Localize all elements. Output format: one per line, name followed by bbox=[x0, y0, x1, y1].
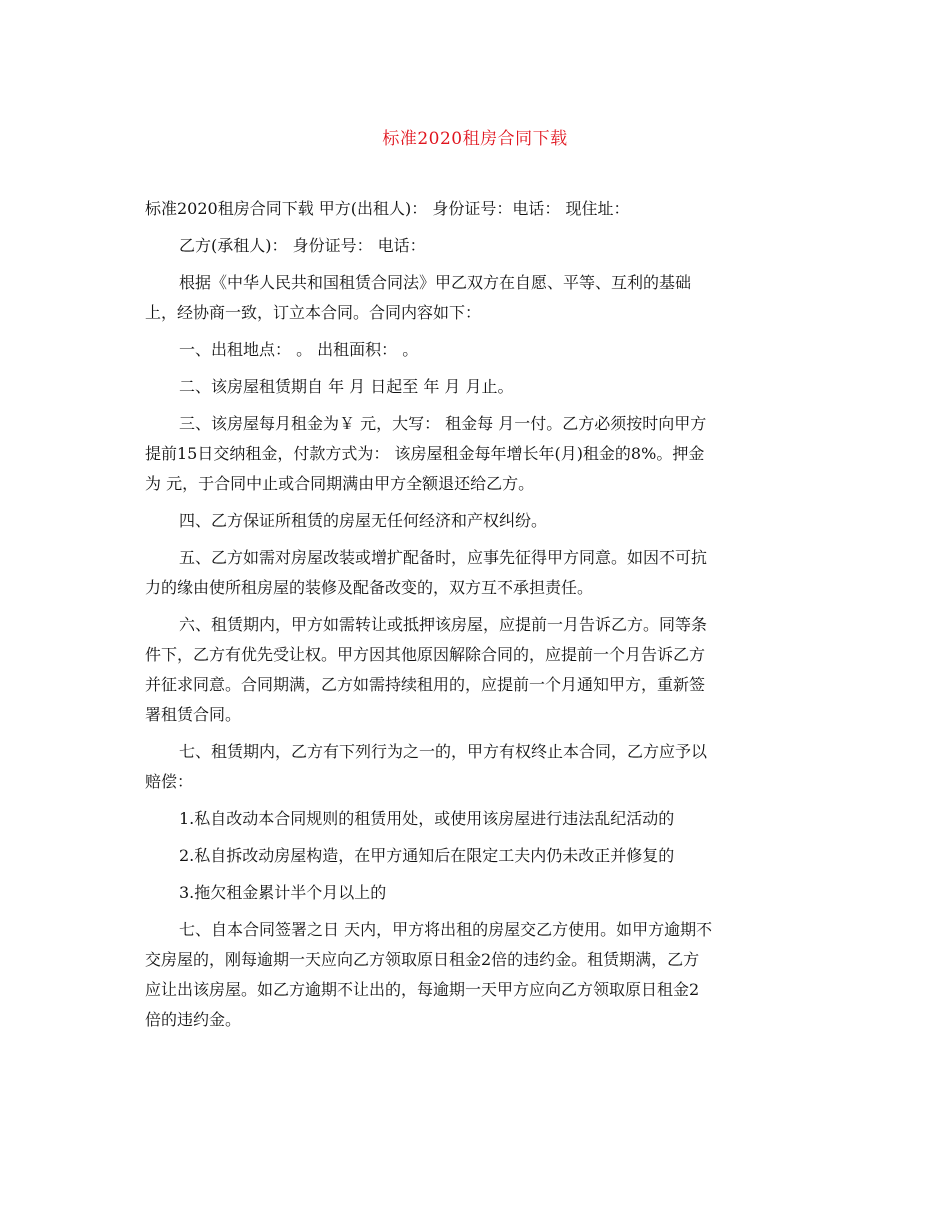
paragraph-line: 赔偿： bbox=[145, 772, 194, 791]
paragraph-line: 五、乙方如需对房屋改装或增扩配备时，应事先征得甲方同意。如因不可抗 bbox=[179, 548, 708, 567]
paragraph bbox=[145, 804, 805, 834]
paragraph-line: 倍的违约金。 bbox=[145, 1010, 242, 1029]
paragraph bbox=[145, 543, 805, 603]
paragraph bbox=[145, 409, 805, 499]
paragraph-line: 交房屋的，刚每逾期一天应向乙方领取原日租金2倍的违约金。租赁期满，乙方 bbox=[145, 950, 700, 969]
paragraph-line: 根据《中华人民共和国租赁合同法》甲乙双方在自愿、平等、互利的基础 bbox=[179, 273, 692, 292]
paragraph-line: 力的缘由使所租房屋的装修及配备改变的，双方互不承担责任。 bbox=[145, 578, 594, 597]
paragraph-line: 六、租赁期内，甲方如需转让或抵押该房屋，应提前一月告诉乙方。同等条 bbox=[179, 615, 708, 634]
document-body bbox=[145, 194, 805, 1042]
paragraph bbox=[145, 335, 805, 365]
paragraph bbox=[145, 737, 805, 797]
paragraph-line: 署租赁合同。 bbox=[145, 705, 242, 724]
paragraph-line: 1.私自改动本合同规则的租赁用处，或使用该房屋进行违法乱纪活动的 bbox=[179, 809, 675, 828]
paragraph bbox=[145, 610, 805, 730]
paragraph-line: 二、该房屋租赁期自 年 月 日起至 年 月 月止。 bbox=[179, 377, 514, 396]
paragraph-line: 七、自本合同签署之日 天内，甲方将出租的房屋交乙方使用。如甲方逾期不 bbox=[179, 920, 713, 939]
paragraph bbox=[145, 915, 805, 1035]
paragraph bbox=[145, 194, 805, 224]
paragraph-line: 七、租赁期内，乙方有下列行为之一的，甲方有权终止本合同，乙方应予以 bbox=[179, 742, 708, 761]
paragraph-line: 标准2020租房合同下载 甲方(出租人)： 身份证号：电话： 现住址： bbox=[145, 199, 630, 218]
paragraph-line: 四、乙方保证所租赁的房屋无任何经济和产权纠纷。 bbox=[179, 511, 548, 530]
document-title: 标准2020租房合同下载 bbox=[382, 129, 568, 149]
paragraph-line: 提前15日交纳租金，付款方式为： 该房屋租金每年增长年(月)租金的8%。押金 bbox=[145, 444, 705, 463]
paragraph-line: 2.私自拆改动房屋构造，在甲方通知后在限定工夫内仍未改正并修复的 bbox=[179, 846, 675, 865]
paragraph-line: 三、该房屋每月租金为￥ 元，大写： 租金每 月一付。乙方必须按时向甲方 bbox=[179, 414, 707, 433]
paragraph bbox=[145, 268, 805, 328]
paragraph bbox=[145, 878, 805, 908]
paragraph-line: 并征求同意。合同期满，乙方如需持续租用的，应提前一个月通知甲方，重新签 bbox=[145, 675, 706, 694]
paragraph bbox=[145, 841, 805, 871]
paragraph-line: 乙方(承租人)： 身份证号： 电话： bbox=[179, 236, 426, 255]
paragraph-line: 3.拖欠租金累计半个月以上的 bbox=[179, 883, 387, 902]
paragraph bbox=[145, 231, 805, 261]
paragraph-line: 为 元，于合同中止或合同期满由甲方全额退还给乙方。 bbox=[145, 474, 535, 493]
paragraph-line: 件下，乙方有优先受让权。甲方因其他原因解除合同的，应提前一个月告诉乙方 bbox=[145, 645, 706, 664]
paragraph-line: 应让出该房屋。如乙方逾期不让出的，每逾期一天甲方应向乙方领取原日租金2 bbox=[145, 980, 700, 999]
paragraph-line: 上，经协商一致，订立本合同。合同内容如下： bbox=[145, 303, 482, 322]
paragraph bbox=[145, 506, 805, 536]
paragraph bbox=[145, 372, 805, 402]
paragraph-line: 一、出租地点： 。 出租面积： 。 bbox=[179, 340, 419, 359]
